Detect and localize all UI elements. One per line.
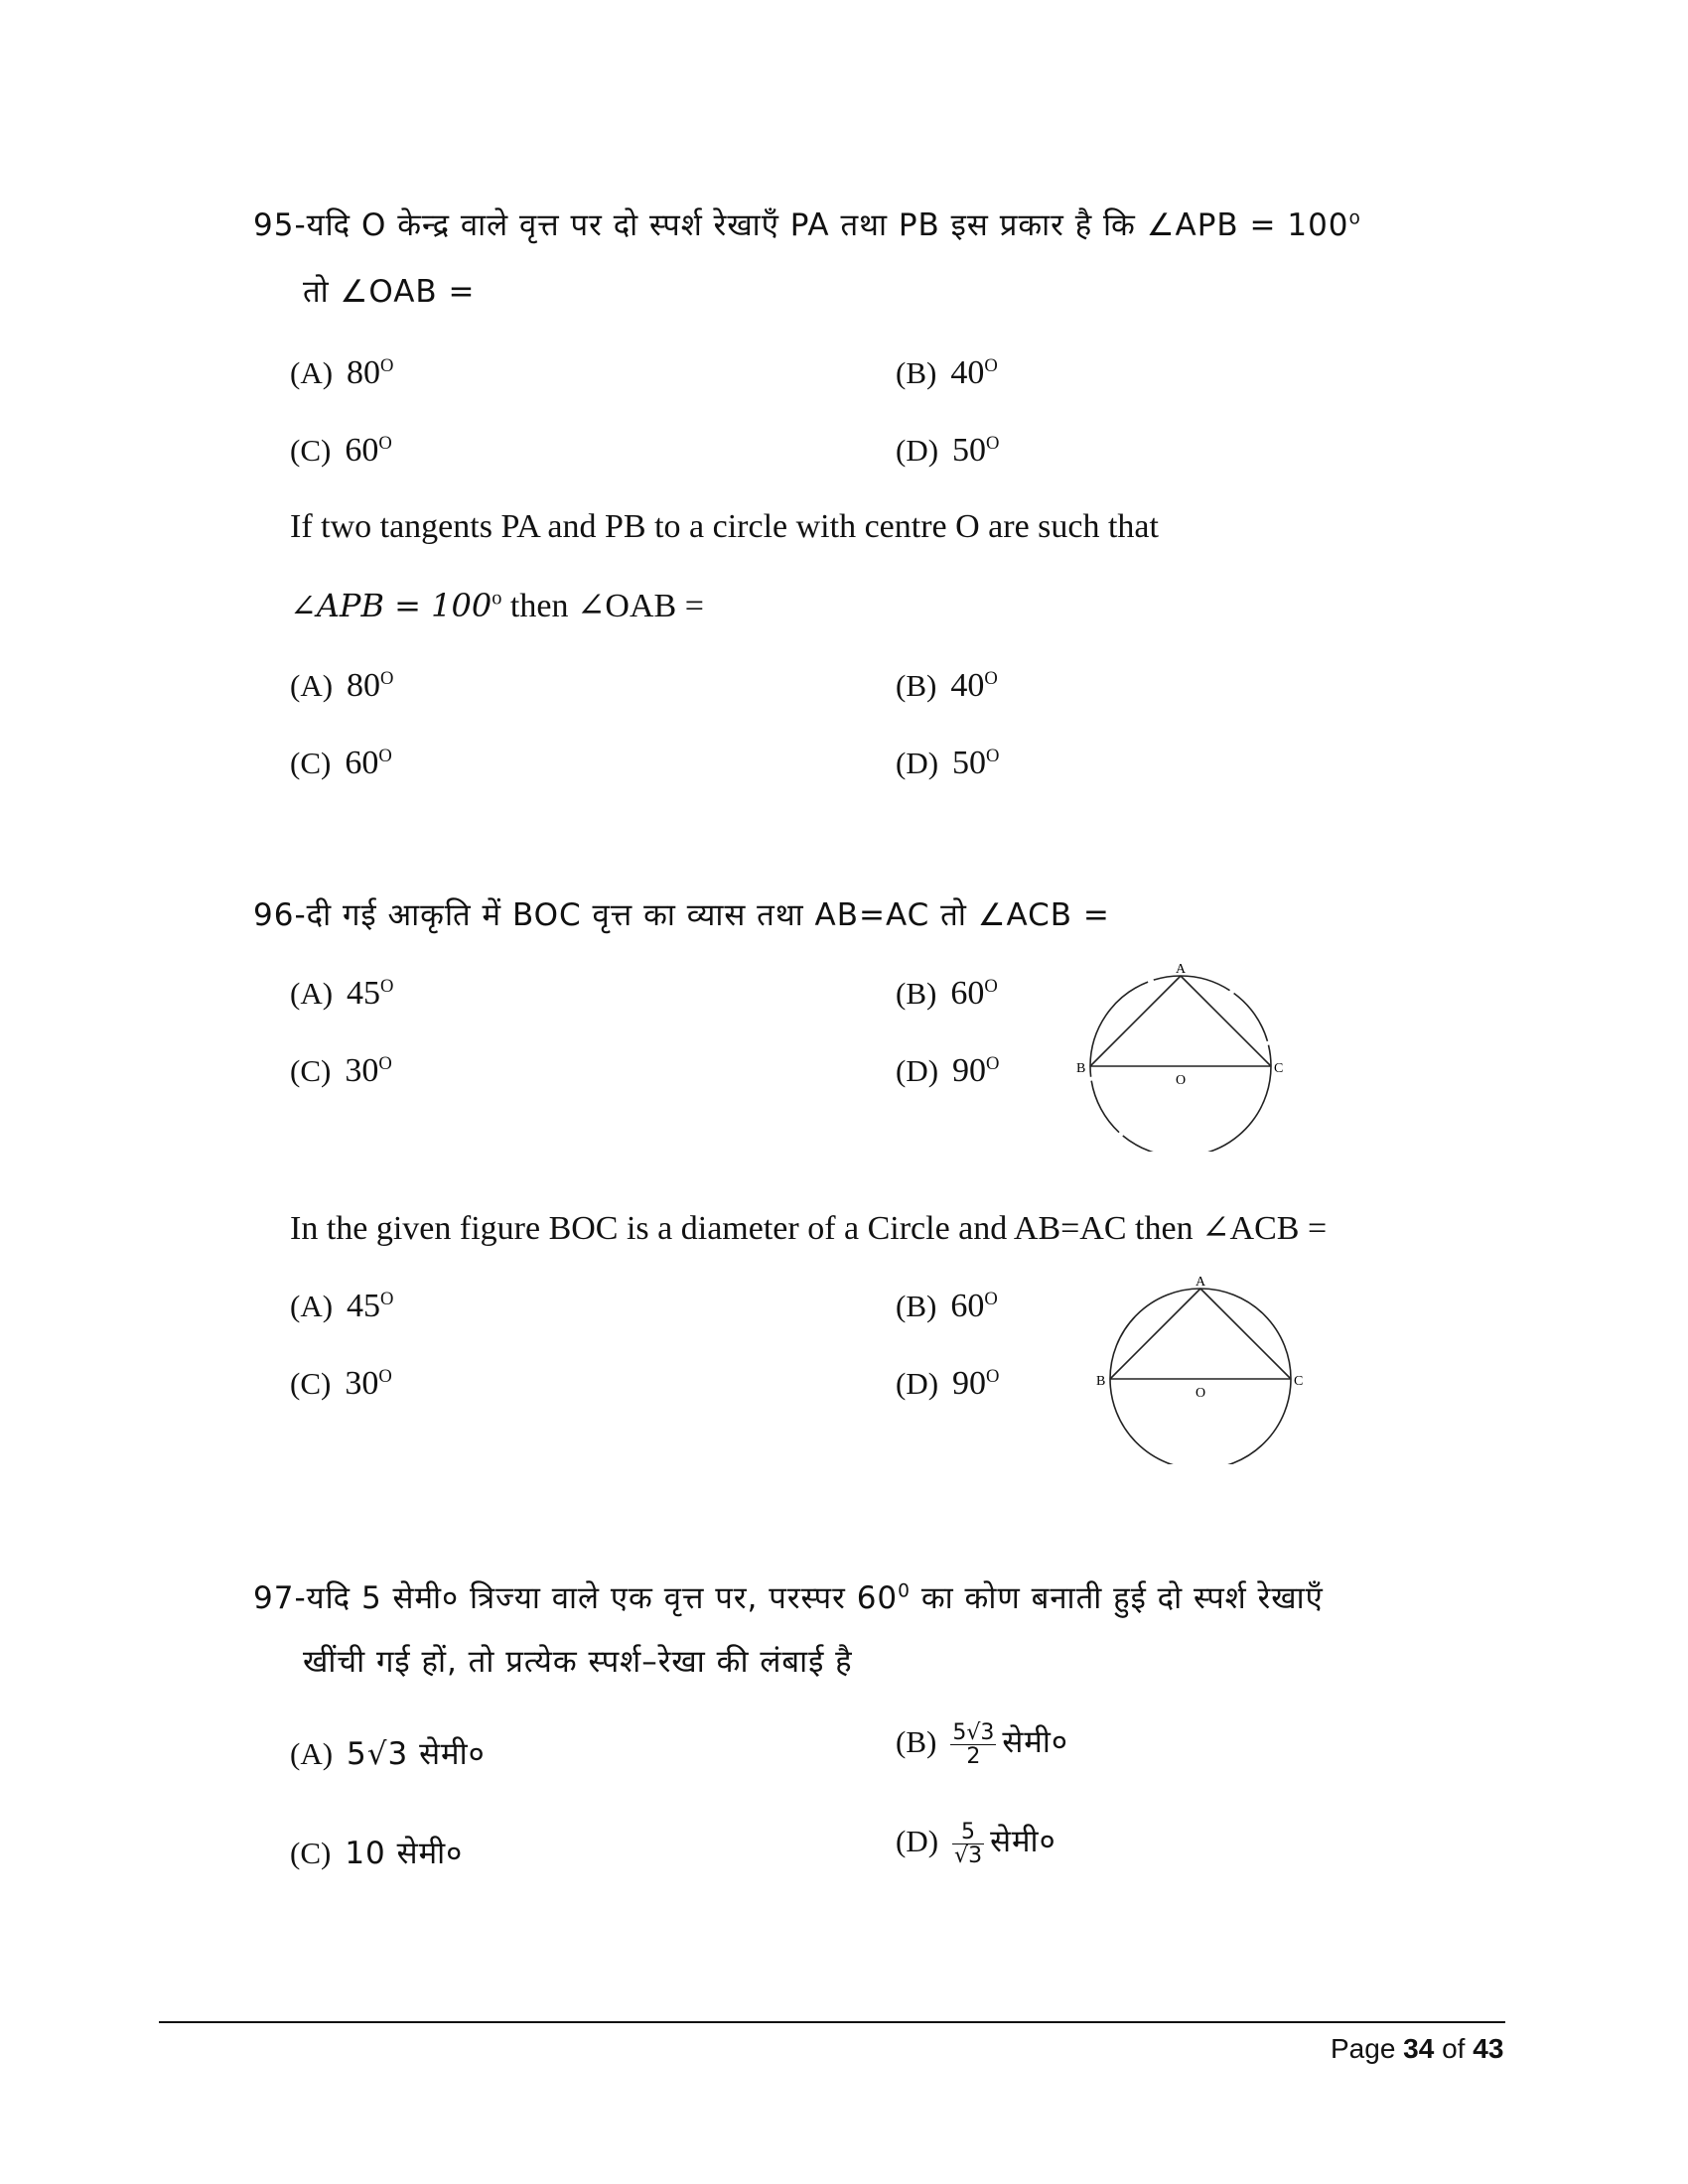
chord-ac — [1181, 976, 1271, 1066]
q97-option-d: (D) $\frac{5}{√3}$ सेमी० — [896, 1820, 1056, 1869]
q96-hi-option-a: (A) $45^O$ — [290, 975, 394, 1012]
q95-en-option-d: (D) $50^O$ — [896, 745, 1000, 781]
q96-hi-option-c: (C) $30^O$ — [290, 1052, 392, 1089]
q97-hindi-line1: 97-यदि 5 सेमी० त्रिज्या वाले एक वृत्त पर, परस्पर $60^0$ का कोण बनाती हुई दो स्पर्श रेखाएँ — [253, 1580, 1324, 1616]
q95-en-option-a: (A) $80^O$ — [290, 667, 394, 704]
q96-en-option-b: (B) $60^O$ — [896, 1288, 998, 1324]
circle-outline — [1090, 976, 1271, 1152]
q96-en-figure — [1092, 1266, 1311, 1464]
q97-option-a: (A) 5√3 सेमी० — [290, 1736, 486, 1772]
q95-hi-option-a: (A) $80^O$ — [290, 354, 394, 391]
label-a: A — [1176, 962, 1187, 977]
page-number: Page 34 of 43 — [1331, 2033, 1504, 2064]
q97-option-c: (C) 10 सेमी० — [290, 1836, 464, 1871]
q96-hi-figure — [1072, 953, 1291, 1152]
q95-hi-option-c: (C) $60^O$ — [290, 432, 392, 469]
q97-hindi-line2: खींची गई हों, तो प्रत्येक स्पर्श–रेखा की लंबाई है — [303, 1644, 853, 1680]
q95-hindi-line1: 95-यदि O केन्द्र वाले वृत्त पर दो स्पर्श रेखाएँ PA तथा PB इस प्रकार है कि ∠APB = $100^o$ — [253, 207, 1361, 243]
circle-outline — [1110, 1289, 1291, 1464]
q95-hindi-line2: तो ∠OAB = — [303, 274, 476, 310]
q95-en-option-c: (C) $60^O$ — [290, 745, 392, 781]
q95-en-option-b: (B) $40^O$ — [896, 667, 998, 704]
footer-divider — [159, 2021, 1505, 2023]
chord-ab — [1110, 1289, 1200, 1379]
q95-hi-option-d: (D) $50^O$ — [896, 432, 1000, 469]
chord-ab — [1090, 976, 1181, 1066]
label-c: C — [1274, 1061, 1284, 1076]
q95-hi-option-b: (B) $40^O$ — [896, 354, 998, 391]
label-a: A — [1196, 1275, 1206, 1290]
q96-en-option-c: (C) $30^O$ — [290, 1365, 392, 1402]
q96-hi-option-b: (B) $60^O$ — [896, 975, 998, 1012]
q96-en-option-a: (A) $45^O$ — [290, 1288, 394, 1324]
q96-hindi-line: 96-दी गई आकृति में BOC वृत्त का व्यास तथा AB=AC तो ∠ACB = — [253, 897, 1110, 933]
label-b: B — [1096, 1374, 1106, 1389]
label-c: C — [1294, 1374, 1304, 1389]
q96-english-line: In the given figure BOC is a diameter of a Circle and AB=AC then ∠ACB = — [290, 1210, 1328, 1247]
chord-ac — [1200, 1289, 1291, 1379]
q95-english-line1: If two tangents PA and PB to a circle with centre O are such that — [290, 508, 1159, 545]
fraction: $\frac{5√3}{2}$ — [952, 1720, 995, 1770]
fraction: $\frac{5}{√3}$ — [954, 1820, 983, 1869]
label-o: O — [1196, 1386, 1206, 1401]
q97-option-b: (B) $\frac{5√3}{2}$ सेमी० — [896, 1720, 1068, 1770]
q96-hi-option-d: (D) $90^O$ — [896, 1052, 1000, 1089]
label-b: B — [1076, 1061, 1086, 1076]
q96-en-option-d: (D) $90^O$ — [896, 1365, 1000, 1402]
label-o: O — [1176, 1073, 1187, 1088]
q95-english-line2: ∠APB = $100^o$ then ∠OAB = — [290, 587, 704, 624]
